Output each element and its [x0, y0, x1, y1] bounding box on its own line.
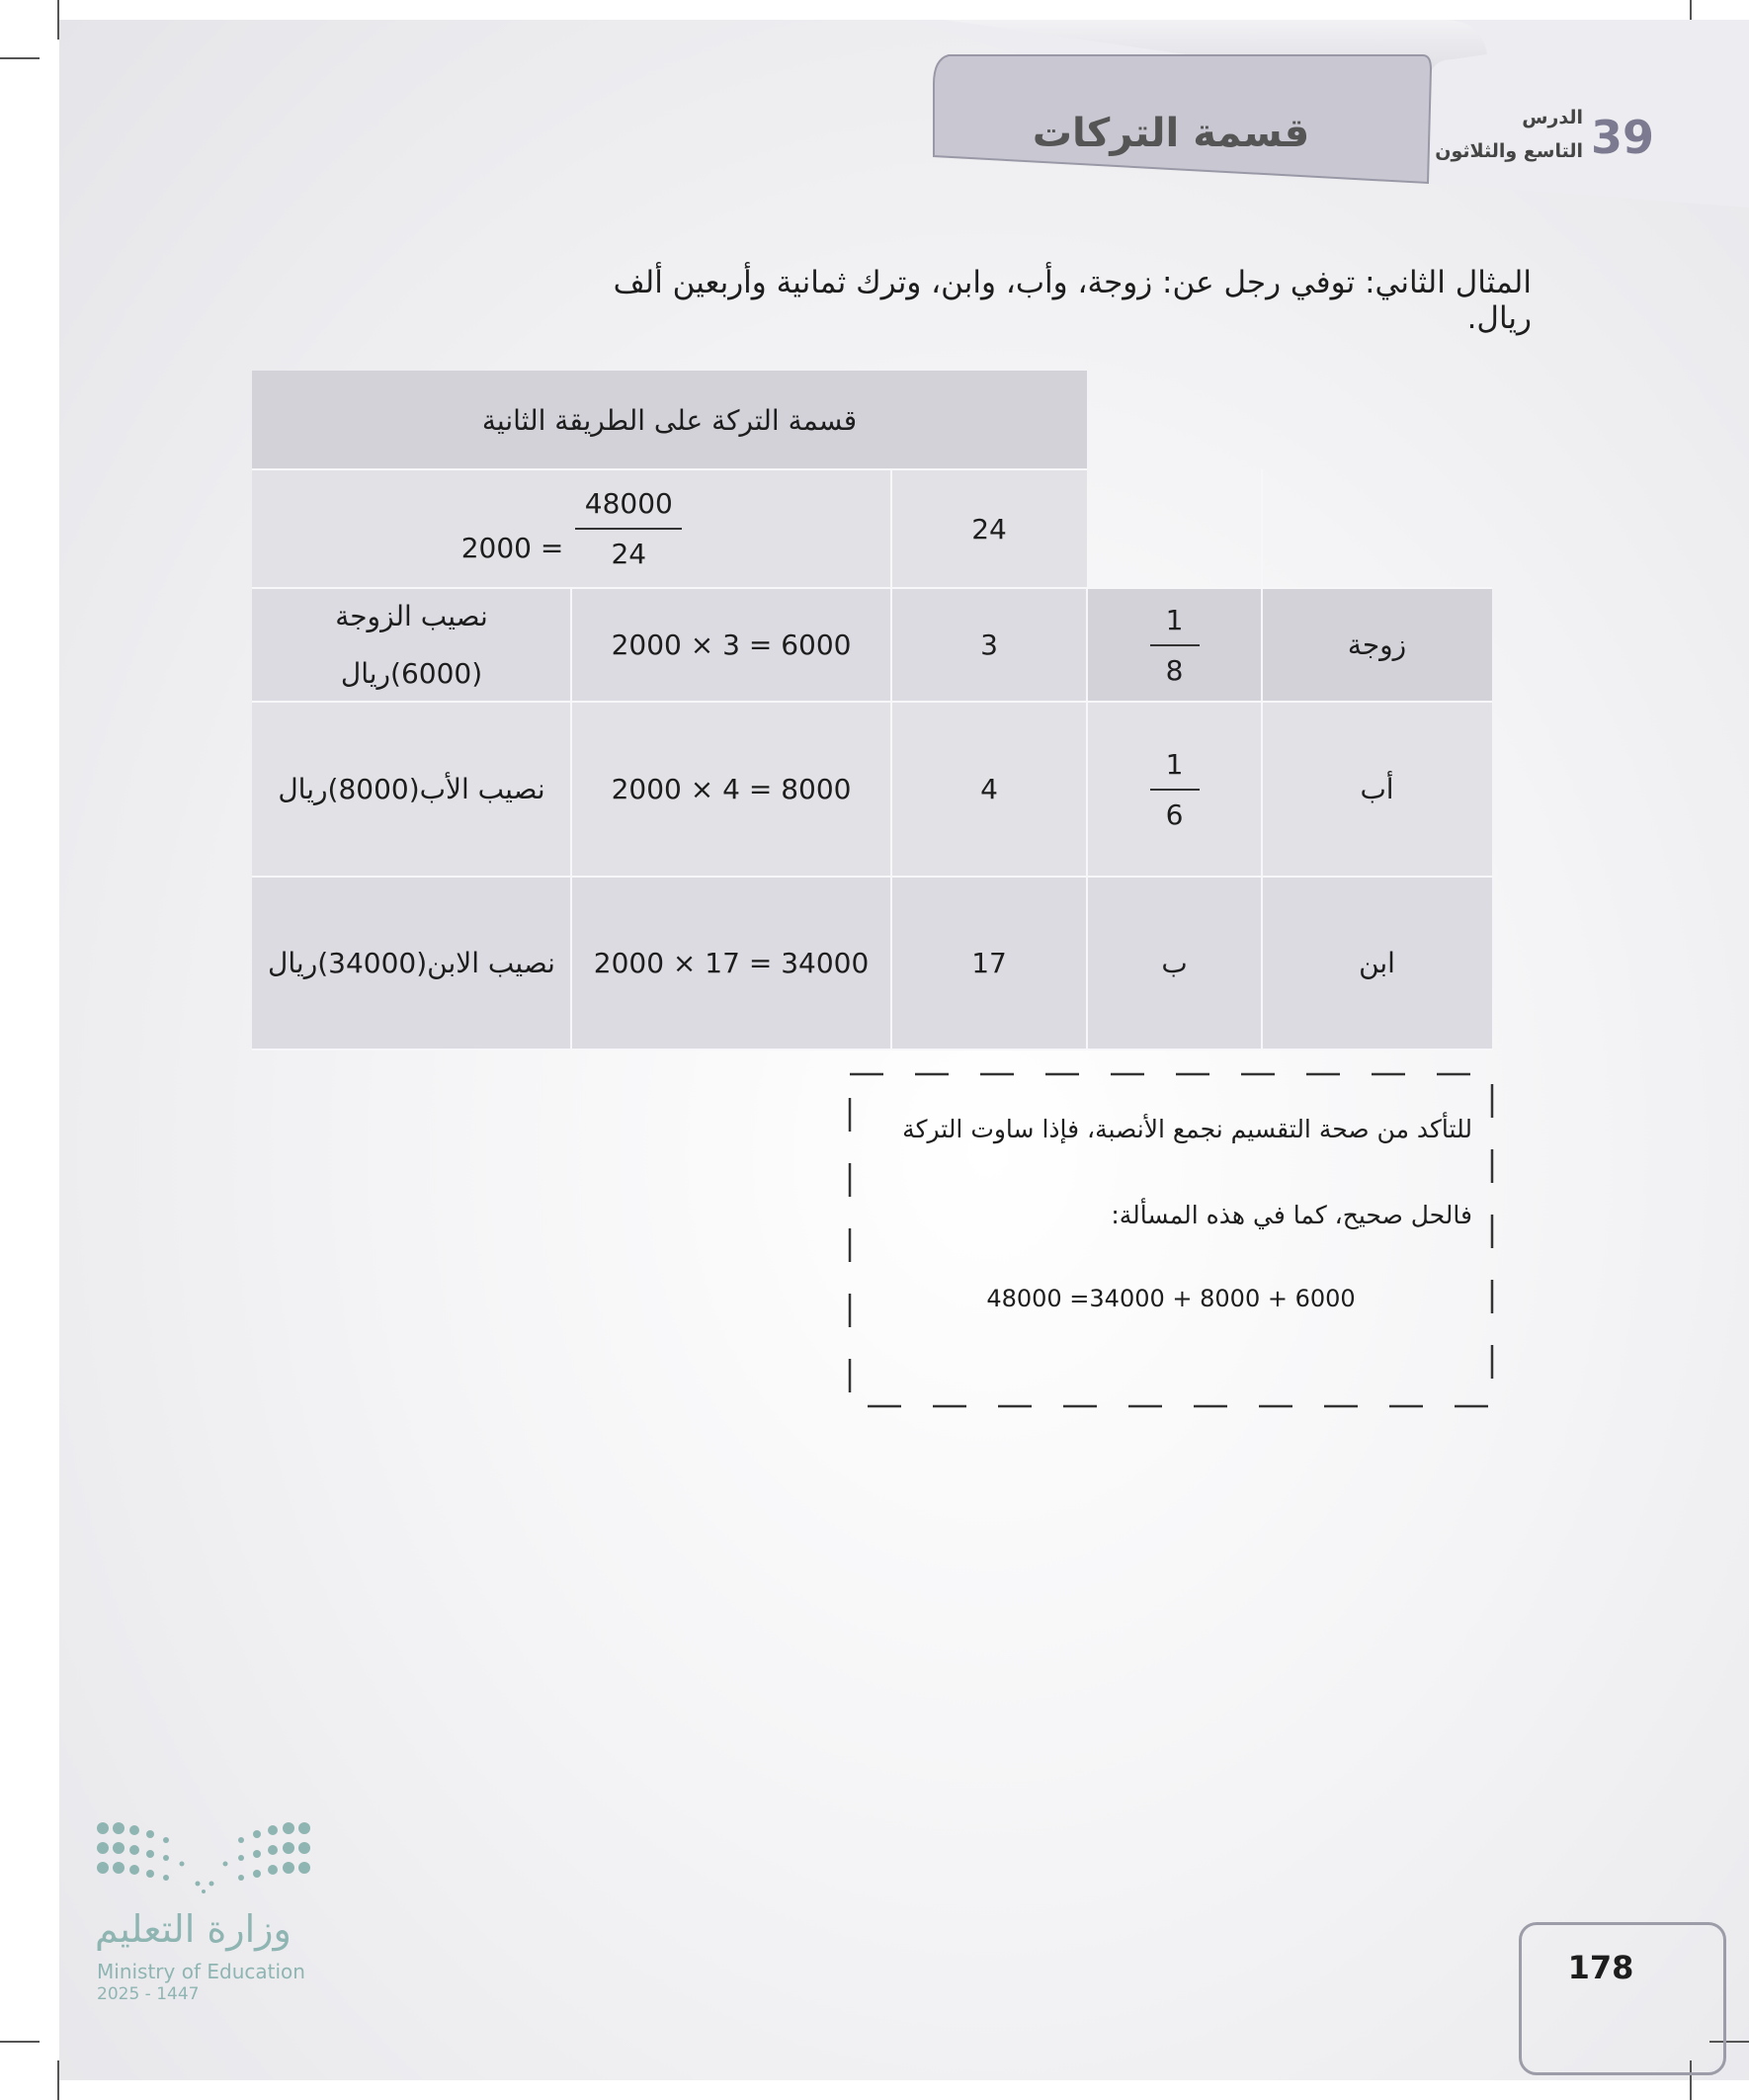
shares-father: 4	[891, 702, 1087, 877]
base-cell: 24	[891, 469, 1087, 588]
fraction-numerator: 1	[1165, 603, 1184, 636]
shares-wife: 3	[891, 588, 1087, 702]
unit-cell	[252, 469, 891, 588]
ministry-name-english: Ministry of Education	[97, 1960, 305, 1983]
crop-mark	[0, 2041, 40, 2043]
calc-son: 34000 = 17 × 2000	[571, 877, 891, 1050]
lesson-label: الدرس	[1522, 107, 1583, 128]
fraction-numerator: 1	[1165, 747, 1184, 781]
share-residual-son: ب	[1087, 877, 1262, 1050]
table-divider	[1261, 469, 1263, 1050]
ministry-year: 2025 - 1447	[97, 1984, 200, 2004]
example-intro: المثال الثاني: توفي رجل عن: زوجة، وأب، وابن، وترك ثمانية وأربعين ألف ريال.	[613, 265, 1532, 336]
result-son: نصيب الابن(34000)ريال	[252, 877, 571, 1050]
table-divider	[1086, 588, 1088, 1050]
heir-father: أب	[1262, 702, 1492, 877]
table-divider	[252, 468, 1087, 470]
note-equation: 48000 =34000 + 8000 + 6000	[986, 1285, 1356, 1312]
ministry-logo-icon	[95, 1818, 312, 1897]
page-title: قسمة التركات	[1032, 111, 1310, 156]
crop-mark	[57, 2060, 59, 2100]
page-number: 178	[1567, 1949, 1634, 1986]
calc-wife: 6000 = 3 × 2000	[571, 588, 891, 702]
unit-prefix: 2000 =	[460, 531, 564, 564]
table-divider	[252, 701, 1492, 703]
calc-father: 8000 = 4 × 2000	[571, 702, 891, 877]
result-label: نصيب الزوجة	[335, 599, 488, 632]
lesson-ordinal: التاسع والثلاثون	[1435, 140, 1583, 162]
table-divider	[252, 876, 1492, 878]
lesson-number: 39	[1591, 111, 1655, 164]
table-divider	[252, 587, 1492, 589]
heir-son: ابن	[1262, 877, 1492, 1050]
page-number-box	[1519, 1922, 1726, 2075]
result-wife	[252, 588, 571, 702]
table-divider	[890, 469, 892, 1050]
table-divider	[252, 1049, 1492, 1050]
fraction-denominator: 8	[1165, 653, 1184, 687]
note-line-2: فالحل صحيح، كما في هذه المسألة:	[1111, 1201, 1472, 1229]
fraction-denominator: 6	[1165, 798, 1184, 831]
heir-wife: زوجة	[1262, 588, 1492, 702]
fraction-bar	[1150, 644, 1200, 646]
shares-son: 17	[891, 877, 1087, 1050]
result-amount: (6000)ريال	[340, 656, 483, 690]
note-line-1: للتأكد من صحة التقسيم نجمع الأنصبة، فإذا ساوت التركة	[902, 1115, 1472, 1143]
fraction-bar	[575, 528, 682, 530]
unit-denominator: 24	[611, 538, 647, 570]
result-father: نصيب الأب(8000)ريال	[252, 702, 571, 877]
share-fraction-father	[1087, 702, 1262, 877]
table-divider	[570, 588, 572, 1050]
unit-numerator: 48000	[584, 487, 673, 520]
fraction-bar	[1150, 789, 1200, 791]
share-fraction-wife	[1087, 588, 1262, 702]
table-heading: قسمة التركة على الطريقة الثانية	[252, 371, 1087, 469]
ministry-name-arabic: وزارة التعليم	[95, 1907, 292, 1951]
